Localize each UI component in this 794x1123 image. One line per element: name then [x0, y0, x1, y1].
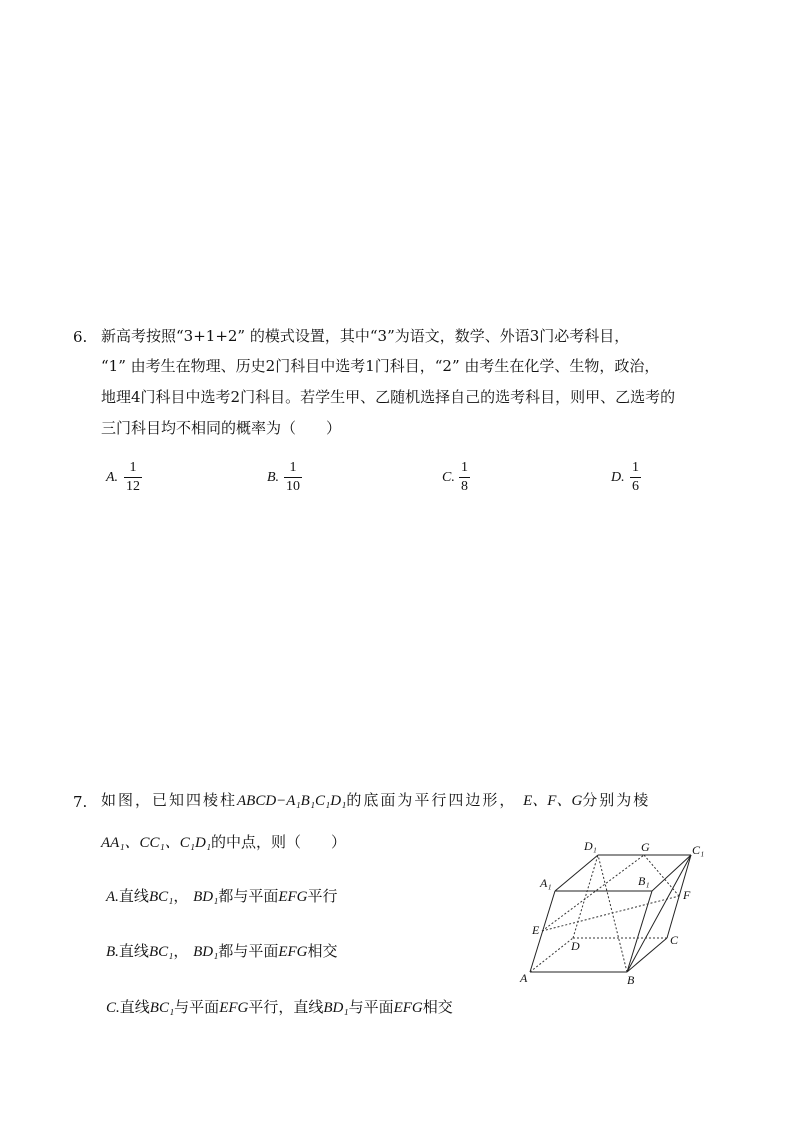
option-fraction: 1 10: [286, 460, 300, 494]
q6-number: 6.: [73, 328, 88, 346]
edge-C-C1: [667, 855, 691, 938]
q6-line-4: 三门科目均不相同的概率为（ ）: [101, 419, 342, 437]
option-fraction: 1 6: [632, 460, 639, 494]
edge-A-D: [530, 938, 573, 972]
edge-A1-D1: [555, 855, 598, 891]
edge-B-C1: [627, 855, 691, 972]
label-B: B: [627, 973, 635, 987]
edge-D-D1: [573, 855, 598, 938]
q6-line-2: “1” 由考生在物理、历史2门科目中选考1门科目，“2” 由考生在化学、生物，政治，: [101, 357, 660, 375]
segment-G-F: [644, 855, 679, 896]
segment-E-F: [542, 896, 679, 931]
label-D: D: [571, 939, 580, 953]
label-C1: C₁: [692, 843, 705, 857]
label-A1: A₁: [540, 876, 552, 890]
edge-B-B1: [627, 891, 652, 972]
q6-line-1: 新高考按照“3+1+2” 的模式设置，其中“3”为语文，数学、外语3门必考科目，: [101, 327, 630, 345]
label-D1: D₁: [584, 839, 597, 853]
option-label: C.: [442, 470, 455, 485]
label-G: G: [641, 840, 650, 854]
label-A: A: [520, 971, 528, 985]
option-fraction: 1 12: [126, 460, 140, 494]
label-C: C: [670, 933, 679, 947]
edge-B1-C1: [652, 855, 691, 891]
points-efg: E、F、G: [523, 793, 583, 809]
option-label: A.: [106, 470, 119, 485]
q7-option-c[interactable]: C.直线BC₁与平面EFG平行，直线BD₁与平面EFG相交: [106, 998, 453, 1016]
edge-A-A1: [530, 891, 555, 972]
q7-option-a[interactable]: A.直线BC₁， BD₁都与平面EFG平行: [106, 887, 338, 905]
segment-B-D1: [598, 855, 627, 972]
option-fraction: 1 8: [461, 460, 468, 494]
q7-number: 7.: [73, 793, 88, 811]
edge-list: AA₁、CC₁、C₁D₁: [101, 835, 212, 851]
label-F: F: [683, 888, 691, 902]
label-E: E: [532, 923, 540, 937]
segment-E-G: [542, 855, 644, 931]
label-B1: B₁: [638, 874, 650, 888]
option-label: D.: [611, 470, 625, 485]
q7-line-1: 如图，已知四棱柱ABCD−A₁B₁C₁D₁的底面为平行四边形， E、F、G分别为棱: [101, 791, 651, 809]
q7-line-2: AA₁、CC₁、C₁D₁的中点，则（ ）: [101, 833, 347, 851]
prism-name: ABCD−A₁B₁C₁D₁: [237, 793, 347, 809]
q7-option-b[interactable]: B.直线BC₁， BD₁都与平面EFG相交: [106, 942, 338, 960]
option-label: B.: [267, 470, 280, 485]
q6-line-3: 地理4门科目中选考2门科目。若学生甲、乙随机选择自己的选考科目，则甲、乙选考的: [101, 388, 676, 406]
edge-B-C: [627, 938, 667, 972]
